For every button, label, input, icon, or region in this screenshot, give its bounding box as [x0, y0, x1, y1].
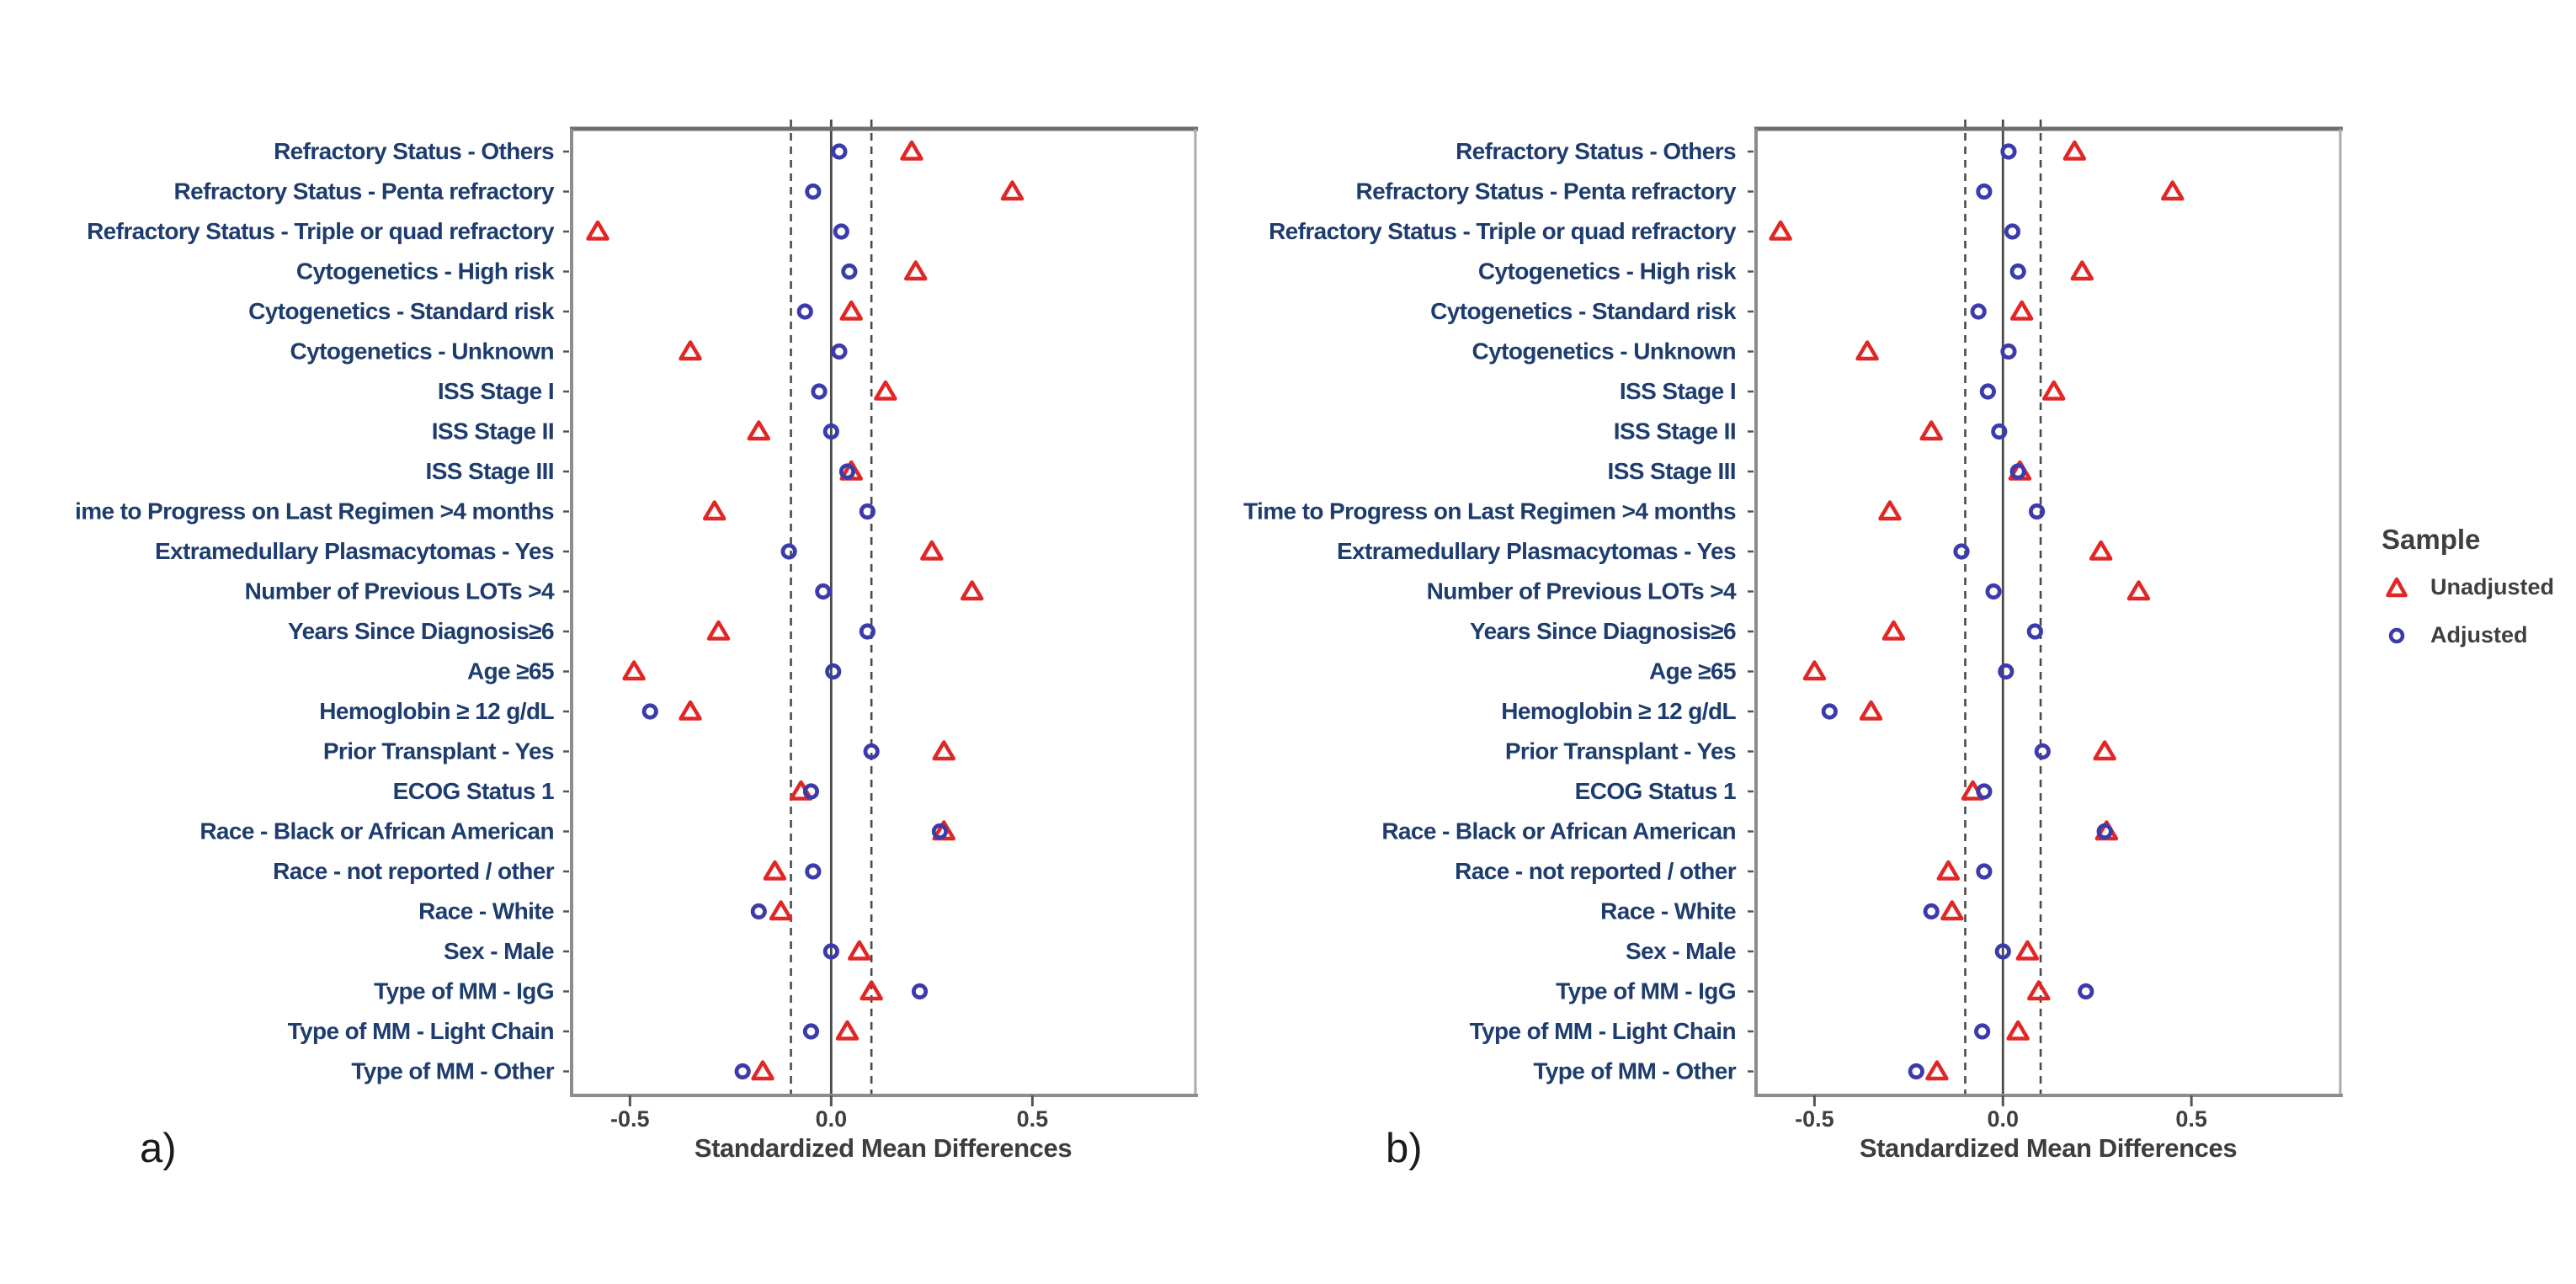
unadjusted-marker: [1939, 862, 1958, 879]
adjusted-marker: [828, 665, 839, 677]
covariate-label: Cytogenetics - High risk: [295, 258, 554, 285]
covariate-label: Race - Black or African American: [1381, 818, 1736, 844]
panel-a-letter: a): [140, 1126, 177, 1171]
adjusted-marker: [2036, 745, 2048, 757]
covariate-label: Refractory Status - Triple or quad refractory: [1269, 218, 1736, 244]
adjusted-marker: [2099, 825, 2110, 837]
unadjusted-marker: [588, 222, 608, 239]
covariate-label: Prior Transplant - Yes: [1504, 738, 1736, 765]
x-axis-title-a: Standardized Mean Differences: [694, 1133, 1072, 1163]
adjusted-marker: [1988, 585, 1999, 597]
covariate-label: ISS Stage III: [1607, 458, 1736, 484]
covariate-label: ISS Stage I: [437, 378, 554, 404]
unadjusted-marker: [749, 423, 769, 440]
legend-title: Sample: [2382, 524, 2481, 555]
covariate-label: Refractory Status - Penta refractory: [173, 178, 554, 205]
adjusted-marker: [1910, 1065, 1922, 1077]
legend: [2382, 524, 2567, 670]
covariate-label: ECOG Status 1: [392, 778, 554, 804]
covariate-label: Sex - Male: [444, 938, 554, 964]
adjusted-marker: [1978, 866, 1990, 877]
unadjusted-marker: [838, 1022, 857, 1039]
covariate-label: Extramedullary Plasmacytomas - Yes: [1336, 538, 1736, 564]
x-tick-label: -0.5: [1795, 1106, 1834, 1132]
covariate-label: Prior Transplant - Yes: [322, 738, 554, 765]
x-tick-label: 0.5: [2175, 1106, 2207, 1132]
adjusted-marker: [644, 706, 656, 717]
adjusted-marker: [833, 146, 845, 157]
unadjusted-marker: [1880, 503, 1899, 519]
adjusted-marker: [783, 546, 795, 557]
covariate-label: Cytogenetics - Standard risk: [248, 298, 554, 324]
adjusted-marker: [2000, 665, 2012, 677]
unadjusted-marker: [2129, 583, 2148, 599]
covariate-label: Age ≥65: [467, 658, 554, 685]
unadjusted-marker: [709, 622, 728, 639]
unadjusted-marker: [681, 702, 700, 719]
unadjusted-marker: [2018, 942, 2037, 959]
adjusted-marker: [2003, 146, 2014, 157]
legend-item-label: Unadjusted: [2430, 574, 2555, 599]
adjusted-marker: [861, 626, 873, 637]
adjusted-marker: [1993, 425, 2005, 437]
unadjusted-marker: [753, 1063, 773, 1079]
adjusted-marker: [1976, 1026, 1988, 1037]
unadjusted-marker: [1942, 903, 1961, 919]
unadjusted-marker: [681, 343, 700, 360]
unadjusted-marker: [2012, 302, 2031, 319]
covariate-label: ISS Stage I: [1619, 378, 1736, 404]
covariate-label: Number of Previous LOTs >4: [1426, 578, 1736, 605]
unadjusted-marker: [2073, 263, 2092, 280]
unadjusted-marker: [2095, 743, 2115, 759]
covariate-label: Race - Black or African American: [200, 818, 554, 844]
panel-b-letter: b): [1386, 1126, 1423, 1171]
unadjusted-marker: [771, 903, 790, 919]
unadjusted-marker: [902, 142, 921, 159]
covariate-label: Refractory Status - Penta refractory: [1355, 178, 1736, 205]
adjusted-marker: [2003, 345, 2014, 357]
adjusted-marker: [813, 386, 825, 397]
unadjusted-marker: [842, 302, 861, 319]
unadjusted-marker: [1884, 622, 1903, 639]
covariate-label: Type of MM - Other: [1533, 1058, 1736, 1084]
adjusted-marker: [1978, 185, 1990, 197]
unadjusted-marker: [625, 663, 644, 679]
adjusted-marker: [835, 226, 847, 237]
covariate-label: Extramedullary Plasmacytomas - Yes: [154, 538, 554, 564]
unadjusted-marker: [962, 583, 982, 599]
circle-icon: [2382, 623, 2412, 648]
covariate-label: Race - not reported / other: [273, 858, 554, 884]
covariate-label: Type of MM - Light Chain: [287, 1018, 554, 1044]
adjusted-marker: [1972, 306, 1984, 317]
unadjusted-marker: [922, 542, 941, 559]
covariate-label: Cytogenetics - High risk: [1477, 258, 1736, 285]
adjusted-marker: [1982, 386, 1993, 397]
adjusted-marker: [807, 866, 819, 877]
unadjusted-marker: [2044, 382, 2063, 399]
covariate-label: Race - not reported / other: [1455, 858, 1736, 884]
covariate-label: Years Since Diagnosis≥6: [1470, 618, 1736, 644]
unadjusted-marker: [1861, 702, 1881, 719]
x-tick-label: 0.0: [1987, 1106, 2020, 1132]
unadjusted-marker: [2163, 183, 2182, 200]
x-tick-label: 0.0: [815, 1106, 848, 1132]
unadjusted-marker: [1927, 1063, 1946, 1079]
legend-item-adjusted: [2382, 622, 2567, 648]
unadjusted-marker: [1858, 343, 1877, 360]
unadjusted-marker: [876, 382, 895, 399]
unadjusted-marker: [1003, 183, 1022, 200]
covariate-label: Type of MM - IgG: [374, 978, 554, 1004]
covariate-label: Cytogenetics - Unknown: [1472, 338, 1736, 365]
unadjusted-marker: [1922, 423, 1941, 440]
adjusted-marker: [1823, 706, 1835, 717]
adjusted-marker: [2012, 265, 2024, 277]
adjusted-marker: [805, 786, 817, 797]
unadjusted-marker: [765, 862, 785, 879]
adjusted-marker: [2006, 226, 2018, 237]
adjusted-marker: [805, 1026, 817, 1037]
adjusted-marker: [737, 1065, 748, 1077]
covariate-label: Years Since Diagnosis≥6: [288, 618, 554, 644]
adjusted-marker: [817, 585, 829, 597]
x-axis-title-b: Standardized Mean Differences: [1859, 1133, 2238, 1163]
x-tick-label: 0.5: [1016, 1106, 1049, 1132]
covariate-label: Type of MM - Other: [351, 1058, 554, 1084]
covariate-label: Type of MM - IgG: [1556, 978, 1736, 1004]
unadjusted-marker: [1771, 222, 1791, 239]
covariate-label: Refractory Status - Others: [274, 138, 554, 164]
adjusted-marker: [861, 505, 873, 517]
covariate-label: ISS Stage III: [425, 458, 554, 484]
adjusted-marker: [833, 345, 845, 357]
adjusted-marker: [1925, 905, 1937, 917]
adjusted-marker: [865, 745, 877, 757]
covariate-label: ECOG Status 1: [1574, 778, 1736, 804]
covariate-label: Number of Previous LOTs >4: [244, 578, 554, 605]
covariate-label: Race - White: [418, 898, 554, 924]
covariate-label: Cytogenetics - Standard risk: [1430, 298, 1736, 324]
panel-b: [1243, 120, 2343, 1132]
panel-a: [75, 120, 1198, 1132]
covariate-label: Race - White: [1600, 898, 1736, 924]
covariate-label: Refractory Status - Others: [1456, 138, 1736, 164]
adjusted-marker: [1978, 786, 1990, 797]
adjusted-marker: [2012, 466, 2024, 477]
adjusted-marker: [1956, 546, 1967, 557]
covariate-label: ISS Stage II: [431, 418, 554, 445]
adjusted-marker: [913, 985, 925, 997]
covariate-label: Cytogenetics - Unknown: [290, 338, 554, 365]
covariate-label: Hemoglobin ≥ 12 g/dL: [319, 698, 554, 724]
covariate-label: Sex - Male: [1626, 938, 1736, 964]
unadjusted-marker: [705, 503, 724, 519]
legend-item-unadjusted: [2382, 574, 2567, 600]
x-tick-label: -0.5: [610, 1106, 650, 1132]
unadjusted-marker: [2029, 983, 2048, 999]
triangle-icon: [2382, 575, 2412, 600]
adjusted-marker: [844, 265, 855, 277]
unadjusted-marker: [2065, 142, 2084, 159]
unadjusted-marker: [906, 263, 925, 280]
covariate-label: ISS Stage II: [1613, 418, 1736, 445]
adjusted-marker: [2030, 505, 2042, 517]
adjusted-marker: [2080, 985, 2092, 997]
adjusted-marker: [753, 905, 764, 917]
unadjusted-marker: [849, 942, 869, 959]
unadjusted-marker: [2009, 1022, 2028, 1039]
adjusted-marker: [807, 185, 819, 197]
covariate-label: Type of MM - Light Chain: [1469, 1018, 1736, 1044]
covariate-label: ime to Progress on Last Regimen >4 months: [75, 498, 554, 525]
covariate-label: Refractory Status - Triple or quad refractory: [87, 218, 554, 244]
unadjusted-marker: [934, 743, 954, 759]
unadjusted-marker: [2091, 542, 2110, 559]
covariate-label: Age ≥65: [1649, 658, 1736, 685]
adjusted-marker: [799, 306, 811, 317]
legend-item-label: Adjusted: [2430, 622, 2528, 647]
adjusted-marker: [2029, 626, 2041, 637]
unadjusted-marker: [1805, 663, 1824, 679]
covariate-label: Hemoglobin ≥ 12 g/dL: [1501, 698, 1736, 724]
covariate-label: Time to Progress on Last Regimen >4 months: [1243, 498, 1736, 525]
